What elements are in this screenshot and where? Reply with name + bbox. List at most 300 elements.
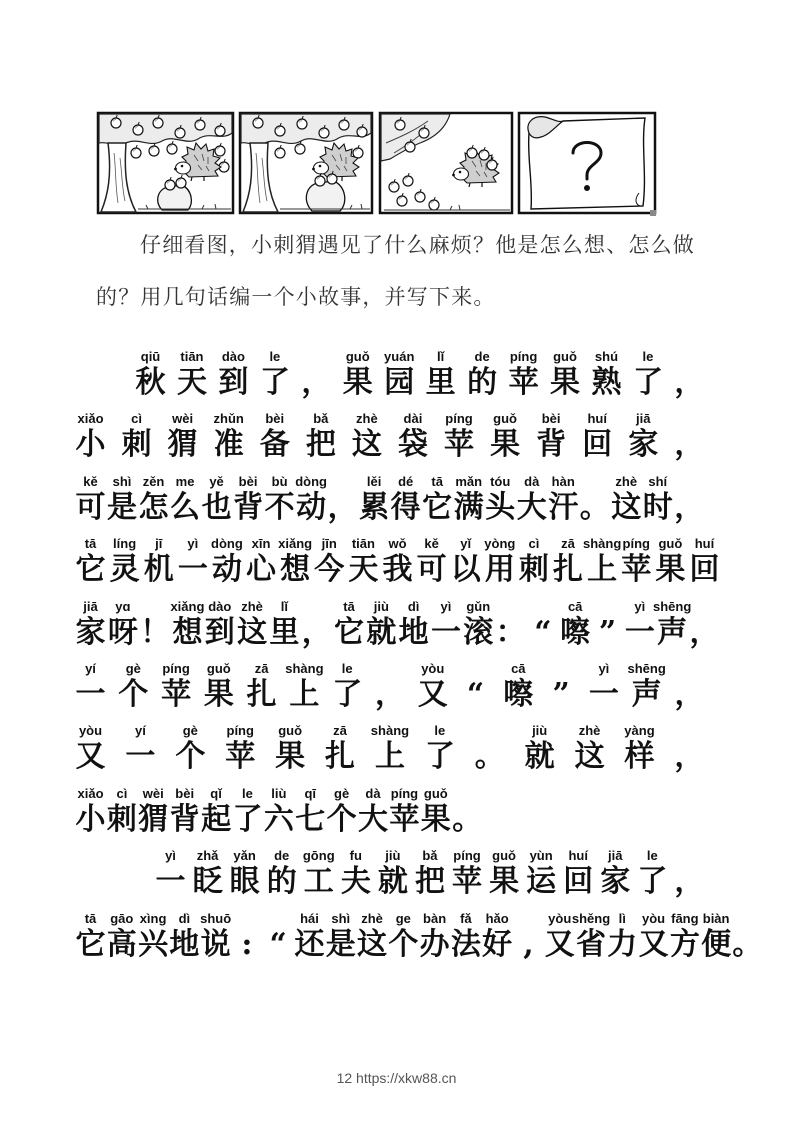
hanzi-character: 样: [624, 739, 655, 775]
pinyin-syllable: hàn: [551, 473, 575, 489]
hanzi-character: 可: [416, 552, 447, 588]
ruby-cell: [175, 722, 206, 784]
hanzi-character: ，: [674, 864, 705, 900]
hanzi-character: 里: [425, 365, 456, 400]
hanzi-character: 一: [177, 552, 208, 588]
story-line-8: [75, 785, 483, 847]
pinyin-syllable: jiā: [608, 848, 623, 864]
ruby-cell: [637, 847, 668, 909]
ruby-cell: [563, 847, 594, 909]
pinyin-syllable: yì: [440, 598, 452, 614]
pinyin-syllable: yòu: [78, 723, 103, 739]
pinyin-syllable: qiū: [140, 349, 161, 364]
hanzi-character: 大: [358, 801, 389, 837]
pinyin-syllable: guǒ: [492, 848, 516, 864]
ruby-cell: [474, 722, 505, 784]
hanzi-character: 。: [474, 739, 505, 775]
hanzi-character: 工: [303, 864, 334, 900]
ruby-cell: [332, 660, 363, 722]
hanzi-character: 。: [732, 926, 763, 962]
panel-2: [240, 113, 372, 213]
hanzi-character: 回: [689, 552, 720, 588]
pinyin-syllable: píng: [390, 785, 419, 801]
pinyin-syllable: de: [274, 848, 290, 864]
ruby-cell: [269, 598, 300, 660]
ruby-cell: [384, 348, 415, 410]
hanzi-character: 果: [490, 427, 521, 463]
pinyin-syllable: gāo: [110, 910, 134, 926]
panel-4: [519, 113, 655, 213]
hanzi-character: 兴: [138, 926, 169, 962]
pinyin-syllable: yě: [209, 473, 224, 489]
hanzi-character: ，: [674, 427, 705, 463]
hanzi-character: 机: [143, 552, 174, 588]
hanzi-character: 这: [611, 489, 642, 525]
hanzi-character: ，: [674, 489, 705, 525]
hanzi-character: 猬: [167, 427, 198, 463]
ruby-cell: [527, 598, 558, 660]
story-line-2: [75, 410, 705, 472]
pinyin-syllable: shì: [331, 910, 351, 926]
hanzi-character: 又: [544, 926, 575, 962]
story-line-1: [135, 348, 705, 410]
pinyin-syllable: guǒ: [345, 349, 370, 364]
hanzi-character: 了: [232, 801, 263, 837]
pinyin-syllable: yuán: [384, 349, 415, 364]
ruby-cell: [416, 535, 447, 597]
hanzi-character: ，: [674, 677, 705, 712]
pinyin-syllable: dòng: [295, 473, 327, 489]
hanzi-character: 家: [600, 864, 631, 900]
hanzi-character: 今: [314, 552, 345, 588]
pinyin-syllable: yàng: [624, 723, 655, 739]
hanzi-character: 果: [655, 552, 686, 588]
hanzi-character: 用: [484, 552, 515, 588]
pinyin-syllable: shuō: [200, 910, 232, 926]
ruby-cell: [553, 535, 584, 597]
pinyin-syllable: dì: [407, 598, 420, 614]
ruby-cell: [450, 910, 481, 972]
pinyin-syllable: qī: [304, 785, 317, 801]
pinyin-syllable: yí: [85, 661, 96, 676]
ruby-cell: [611, 473, 642, 535]
ruby-cell: [524, 722, 555, 784]
ruby-cell: [450, 535, 481, 597]
ruby-cell: [689, 535, 720, 597]
hanzi-character: 一: [155, 864, 186, 900]
pinyin-syllable: dòng: [211, 536, 243, 552]
ruby-cell: [259, 348, 290, 410]
hanzi-character: ，: [374, 677, 405, 712]
ruby-cell: [301, 598, 332, 660]
ruby-cell: [75, 660, 106, 722]
pinyin-syllable: líng: [113, 536, 137, 552]
ruby-cell: [582, 535, 622, 597]
ruby-cell: [225, 722, 256, 784]
ruby-cell: [674, 348, 705, 410]
hanzi-character: 眨: [192, 864, 223, 900]
ruby-cell: [125, 722, 156, 784]
ruby-cell: [155, 847, 186, 909]
hanzi-character: 怎: [138, 489, 169, 525]
ruby-cell: [314, 535, 345, 597]
ruby-cell: [75, 722, 106, 784]
ruby-cell: [359, 473, 390, 535]
ruby-cell: [233, 473, 264, 535]
ruby-cell: [326, 785, 357, 847]
ruby-cell: [106, 910, 137, 972]
ruby-cell: [398, 598, 429, 660]
pinyin-syllable: zā: [254, 661, 269, 676]
hanzi-character: 背: [536, 427, 567, 463]
ruby-cell: [107, 598, 138, 660]
pinyin-syllable: yòu: [642, 910, 666, 926]
pinyin-syllable: bǎ: [313, 411, 329, 427]
page-footer: [0, 1070, 793, 1086]
story-line-4: [75, 535, 720, 597]
ruby-cell: [600, 847, 631, 909]
hanzi-character: 方: [669, 926, 700, 962]
hanzi-character: ！: [140, 614, 171, 650]
pinyin-syllable: píng: [226, 723, 254, 739]
ruby-cell: [591, 348, 622, 410]
ruby-cell: [452, 785, 483, 847]
pinyin-syllable: cì: [116, 785, 128, 801]
hanzi-character: 一: [588, 677, 619, 712]
hanzi-character: 天: [348, 552, 379, 588]
hanzi-character: 运: [526, 864, 557, 900]
story-line-9: [155, 847, 705, 909]
hanzi-character: 上: [587, 552, 618, 588]
hanzi-character: ，: [327, 489, 358, 525]
story-line-6: [75, 660, 705, 722]
ruby-cell: [169, 910, 200, 972]
hanzi-character: 到: [204, 614, 235, 650]
ruby-cell: [588, 660, 619, 722]
hanzi-character: 一: [75, 677, 106, 712]
pinyin-syllable: bèi: [238, 473, 258, 489]
hanzi-character: 以: [450, 552, 481, 588]
hanzi-character: 刺: [518, 552, 549, 588]
ruby-cell: [550, 348, 581, 410]
hanzi-character: 了: [332, 677, 363, 712]
ruby-cell: [294, 910, 325, 972]
pinyin-syllable: píng: [445, 411, 473, 427]
pinyin-syllable: píng: [453, 848, 481, 864]
pinyin-syllable: tā: [343, 598, 355, 614]
ruby-cell: [327, 473, 358, 535]
ruby-cell: [627, 660, 666, 722]
pinyin-syllable: píng: [622, 536, 650, 552]
pinyin-syllable: huí: [694, 536, 715, 552]
ruby-cell: [296, 473, 327, 535]
hanzi-character: 又: [75, 739, 106, 775]
hanzi-character: 上: [374, 739, 405, 775]
ruby-cell: [303, 847, 334, 909]
ruby-cell: [263, 910, 294, 972]
ruby-cell: [169, 785, 200, 847]
hanzi-character: 果: [203, 677, 234, 712]
hanzi-character: 灵: [109, 552, 140, 588]
ruby-cell: [655, 535, 686, 597]
hanzi-character: 秋: [135, 365, 166, 400]
pinyin-syllable: wǒ: [388, 536, 407, 552]
pinyin-syllable: le: [242, 785, 253, 801]
pinyin-syllable: yùn: [529, 848, 553, 864]
pinyin-syllable: jīn: [321, 536, 337, 552]
ruby-cell: [138, 473, 169, 535]
pinyin-syllable: fāng: [671, 910, 699, 926]
pinyin-syllable: bèi: [541, 411, 561, 427]
hanzi-character: 就: [377, 864, 408, 900]
pinyin-syllable: shàng: [285, 661, 324, 676]
hanzi-character: 动: [211, 552, 242, 588]
pinyin-syllable: yì: [634, 598, 646, 614]
ruby-cell: [732, 910, 763, 972]
ruby-cell: [467, 348, 498, 410]
footer-url: https://xkw88.cn: [356, 1070, 457, 1086]
pinyin-syllable: tā: [431, 473, 443, 489]
pinyin-syllable: hái: [300, 910, 319, 926]
ruby-cell: [518, 535, 549, 597]
ruby-cell: [546, 660, 577, 722]
ruby-cell: [579, 473, 610, 535]
hanzi-character: 这: [574, 739, 605, 775]
ruby-cell: [536, 410, 567, 472]
ruby-cell: [526, 847, 557, 909]
pinyin-syllable: píng: [509, 349, 538, 364]
ruby-cell: [204, 598, 235, 660]
ruby-cell: [340, 847, 371, 909]
ruby-cell: [632, 348, 663, 410]
hanzi-character: 它: [422, 489, 453, 525]
ruby-cell: [218, 348, 249, 410]
hanzi-character: 这: [357, 926, 388, 962]
hanzi-character: 背: [233, 489, 264, 525]
pinyin-syllable: píng: [162, 661, 190, 676]
ruby-cell: [495, 598, 526, 660]
ruby-cell: [177, 535, 208, 597]
ruby-cell: [231, 910, 262, 972]
ruby-cell: [203, 660, 234, 722]
ruby-cell: [638, 910, 669, 972]
hanzi-character: 。: [452, 801, 483, 837]
pinyin-syllable: gōng: [302, 848, 335, 864]
ruby-cell: [109, 535, 140, 597]
ruby-cell: [425, 348, 456, 410]
ruby-cell: [301, 348, 332, 410]
ruby-cell: [246, 535, 277, 597]
pinyin-syllable: tóu: [490, 473, 511, 489]
hanzi-character: 了: [637, 864, 668, 900]
pinyin-syllable: huí: [587, 411, 607, 427]
page-number: 12: [336, 1070, 353, 1086]
hanzi-character: 的: [467, 365, 498, 400]
pinyin-syllable: yɑ: [115, 598, 131, 614]
pinyin-syllable: lěi: [366, 473, 382, 489]
ruby-cell: [485, 473, 516, 535]
ruby-cell: [75, 535, 106, 597]
pinyin-syllable: wèi: [172, 411, 194, 427]
ruby-cell: [170, 473, 201, 535]
hanzi-character: 个: [175, 739, 206, 775]
ruby-cell: [489, 847, 520, 909]
hanzi-character: 还: [294, 926, 325, 962]
hanzi-character: 到: [218, 365, 249, 400]
pinyin-syllable: yòng: [484, 536, 516, 552]
hanzi-character: “: [534, 614, 552, 650]
hanzi-character: ，: [301, 614, 332, 650]
hanzi-character: 这: [237, 614, 268, 650]
hanzi-character: 背: [169, 801, 200, 837]
pinyin-syllable: shì: [112, 473, 132, 489]
pinyin-syllable: tā: [84, 910, 97, 926]
ruby-cell: [482, 910, 513, 972]
ruby-cell: [75, 473, 106, 535]
hanzi-character: 么: [170, 489, 201, 525]
ruby-cell: [232, 785, 263, 847]
pinyin-syllable: zhǎ: [196, 848, 219, 864]
hanzi-character: 呀: [107, 614, 138, 650]
panel-1: [98, 113, 233, 213]
hanzi-character: 熟: [591, 365, 622, 400]
hanzi-character: 苹: [621, 552, 652, 588]
ruby-cell: [674, 410, 705, 472]
story-line-7: [75, 722, 705, 784]
hanzi-character: 省: [576, 926, 606, 962]
pinyin-syllable: lì: [618, 910, 626, 926]
hanzi-character: ，: [674, 365, 705, 400]
hanzi-character: 累: [359, 489, 390, 525]
ruby-cell: [295, 785, 326, 847]
hanzi-character: 时: [642, 489, 673, 525]
instruction-line-1: 仔细看图，小刺猬遇见了什么麻烦？他是怎么想、怎么做: [140, 233, 695, 257]
pinyin-syllable: tā: [84, 536, 97, 552]
hanzi-character: 把: [305, 427, 336, 463]
pinyin-syllable: xiǎng: [170, 598, 205, 614]
hanzi-character: 便: [701, 926, 732, 962]
ruby-cell: [674, 473, 705, 535]
pinyin-syllable: lǐ: [437, 349, 445, 364]
pinyin-syllable: zěn: [142, 473, 165, 489]
ruby-cell: [420, 785, 451, 847]
hanzi-character: 说: [200, 926, 231, 962]
ruby-cell: [424, 722, 455, 784]
pinyin-syllable: dào: [221, 349, 245, 364]
hanzi-character: 汗: [548, 489, 579, 525]
pinyin-syllable: shēng: [627, 661, 666, 676]
ruby-cell: [358, 785, 389, 847]
pinyin-syllable: jiā: [636, 411, 651, 427]
pinyin-syllable: huí: [568, 848, 588, 864]
hanzi-character: 法: [450, 926, 481, 962]
hanzi-character: 一: [430, 614, 461, 650]
hanzi-character: “: [269, 926, 287, 962]
hanzi-character: 一: [125, 739, 156, 775]
pinyin-syllable: guǒ: [493, 411, 517, 427]
pinyin-syllable: dà: [524, 473, 540, 489]
pinyin-syllable: dào: [208, 598, 232, 614]
ruby-cell: [628, 410, 659, 472]
pinyin-syllable: gè: [182, 723, 198, 739]
ruby-cell: [342, 348, 373, 410]
hanzi-character: 好: [482, 926, 513, 962]
hanzi-character: 想: [280, 552, 311, 588]
ruby-cell: [370, 722, 410, 784]
hanzi-character: 夫: [340, 864, 371, 900]
ruby-cell: [201, 473, 232, 535]
hanzi-character: 扎: [325, 739, 356, 775]
hanzi-character: 果: [420, 801, 451, 837]
ruby-cell: [75, 598, 106, 660]
pinyin-syllable: kě: [83, 473, 98, 489]
pinyin-syllable: le: [642, 349, 654, 364]
ruby-cell: [397, 410, 428, 472]
hanzi-character: 六: [263, 801, 294, 837]
ruby-cell: [571, 910, 611, 972]
pinyin-syllable: yòu: [548, 910, 572, 926]
pinyin-syllable: yì: [187, 536, 199, 552]
hanzi-character: 地: [169, 926, 200, 962]
hanzi-character: 又: [638, 926, 669, 962]
pinyin-syllable: liù: [271, 785, 287, 801]
pinyin-syllable: le: [434, 723, 446, 739]
ruby-cell: [138, 910, 169, 972]
hanzi-character: ，: [301, 365, 332, 400]
hanzi-character: 它: [334, 614, 364, 650]
pinyin-syllable: xiǎo: [77, 411, 104, 427]
ruby-cell: [140, 598, 171, 660]
hanzi-character: 声: [657, 614, 688, 650]
pinyin-syllable: xìng: [139, 910, 167, 926]
ruby-cell: [674, 722, 705, 784]
hanzi-character: 猬: [138, 801, 169, 837]
ruby-cell: [674, 660, 705, 722]
hanzi-character: :: [241, 926, 253, 962]
ruby-cell: [508, 348, 539, 410]
story-line-3: [75, 473, 705, 535]
hanzi-character: 备: [259, 427, 290, 463]
ruby-cell: [642, 473, 673, 535]
ruby-cell: [259, 410, 290, 472]
ruby-cell: [75, 785, 106, 847]
hanzi-character: 大: [516, 489, 547, 525]
ruby-cell: [453, 473, 484, 535]
ruby-cell: [246, 660, 277, 722]
ruby-cell: [513, 910, 544, 972]
ruby-cell: [414, 847, 445, 909]
ruby-cell: [382, 535, 413, 597]
ruby-cell: [201, 785, 232, 847]
hanzi-character: 小: [75, 427, 106, 463]
hanzi-character: 又: [417, 677, 448, 712]
hanzi-character: 就: [366, 614, 397, 650]
ruby-cell: [75, 410, 106, 472]
pinyin-syllable: shěng: [571, 910, 611, 926]
ruby-cell: [374, 660, 405, 722]
ruby-cell: [351, 410, 382, 472]
ruby-cell: [624, 598, 655, 660]
hanzi-character: 一: [624, 614, 655, 650]
pinyin-syllable: bèi: [265, 411, 285, 427]
hanzi-character: 小: [75, 801, 106, 837]
ruby-cell: [280, 535, 311, 597]
ruby-cell: [503, 660, 534, 722]
pinyin-syllable: yǎn: [233, 848, 256, 864]
hanzi-character: 办: [419, 926, 450, 962]
pinyin-syllable: guǒ: [423, 785, 448, 801]
story-line-10: [75, 910, 763, 972]
